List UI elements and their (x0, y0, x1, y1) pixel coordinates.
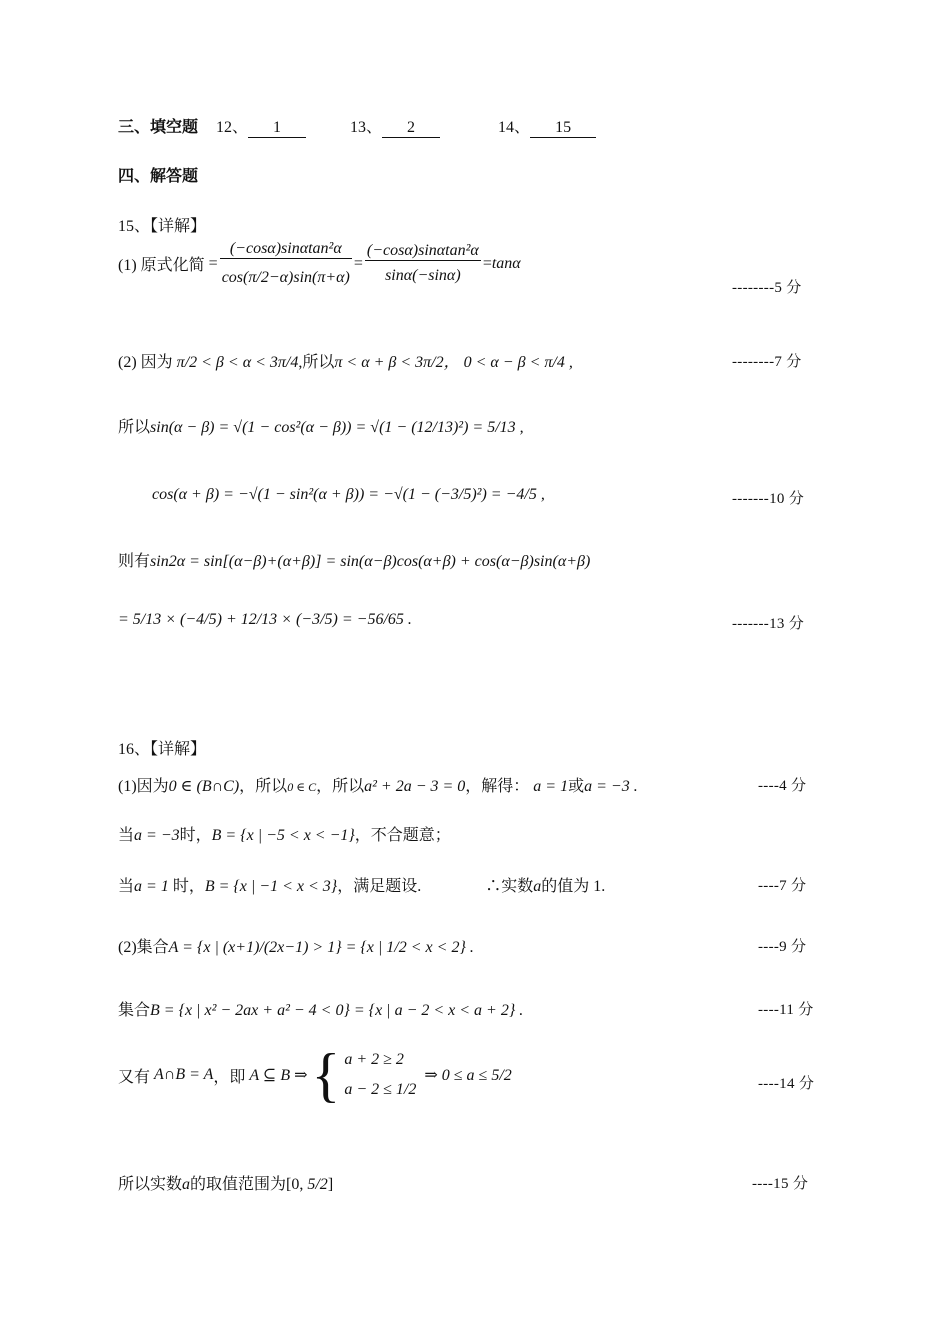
q15-score-2: --------7 分 (732, 354, 802, 370)
q16-l6-text: 又有 (118, 1068, 151, 1086)
q16-l7-d: ] (327, 1176, 334, 1193)
q15-score-1: --------5 分 (732, 280, 802, 296)
q15-final-line (118, 611, 412, 629)
q15-p2-text2: ,所以 (298, 354, 335, 371)
q15-cos-expr: cos(α + β) = −√(1 − sin²(α + β)) = −√(1 − (−3/5)²) = −4/5 , (152, 486, 545, 503)
q15-p1-label: (1) 原式化简 (118, 257, 205, 275)
q12-num: 12、 (216, 119, 249, 136)
q16-l3-f: a (533, 878, 542, 895)
q16-l6-c: A ⊆ B ⇒ (249, 1067, 308, 1084)
q15-p1-num1: (−cosα)sinαtan²α (220, 240, 352, 259)
q16-l5-text: 集合 (118, 1002, 151, 1019)
q15-score-3: -------10 分 (732, 491, 805, 507)
q16-l3-c: B = {x | −1 < x < 3} (204, 878, 338, 895)
q16-l1-text: (1)因为 (118, 778, 169, 795)
q16-line2 (118, 822, 451, 845)
q15-then-label: 则有 (118, 553, 151, 570)
q15-p1-den2: sinα(−sinα) (385, 267, 461, 285)
q15-p1-frac1 (220, 240, 352, 288)
q16-l3-g: 的值为 1. (541, 878, 606, 895)
q16-l7-c: 5/2 (307, 1176, 328, 1193)
q16-line5 (118, 997, 523, 1020)
q16-l1-a: 0 ∈ (B∩C) (168, 778, 240, 795)
q14-num: 14、 (498, 119, 531, 136)
q16-l3-e: ∴实数 (485, 878, 534, 895)
q16-l2-text: 当 (118, 827, 135, 844)
q16-score-5: ----14 分 (758, 1076, 815, 1092)
q16-l5-expr: B = {x | x² − 2ax + a² − 4 < 0} = {x | a − 2 < x < a + 2} . (150, 1002, 524, 1019)
q16-l1-g: a = 1 (533, 778, 569, 795)
q16-l1-b: ，所以 (239, 778, 288, 795)
section-4-title: 四、解答题 (118, 168, 199, 185)
q16-l1-e: a² + 2a − 3 = 0 (364, 778, 466, 795)
q16-score-4: ----11 分 (758, 1002, 814, 1018)
q15-p2-cond2: π < α + β < 3π/2， 0 < α − β < π/4 , (334, 354, 573, 371)
q15-p1-num2: (−cosα)sinαtan²α (365, 242, 481, 261)
q16-line6 (118, 1042, 512, 1108)
section-3-title: 三、填空题 (118, 119, 199, 136)
q12-answer: 1 (248, 119, 306, 138)
q16-l4-expr: A = {x | (x+1)/(2x−1) > 1} = {x | 1/2 < x < 2} . (168, 939, 474, 956)
q16-line4 (118, 934, 474, 957)
q16-line3 (118, 873, 605, 896)
q15-p2-text: (2) 因为 (118, 354, 173, 371)
q15-score-4: -------13 分 (732, 616, 805, 632)
q16-l3-b: 时， (168, 878, 205, 895)
q16-l2-d: ，不合题意； (354, 827, 451, 844)
q15-cos-line (152, 486, 545, 504)
q15-heading: 15、【详解】 (118, 218, 207, 235)
q16-l1-h: 或 (568, 778, 585, 795)
q16-l6-a: A∩B = A (154, 1066, 214, 1083)
q16-l6-res: ⇒ 0 ≤ a ≤ 5/2 (424, 1067, 512, 1084)
q15-sin2a-line (118, 548, 590, 571)
q16-l6-system (344, 1045, 416, 1105)
q16-score-6: ----15 分 (752, 1176, 809, 1192)
q16-l3-d: ，满足题设. (337, 878, 422, 895)
q15-sin-expr: sin(α − β) = √(1 − cos²(α − β)) = √(1 − (12/13)²) = 5/13 , (150, 419, 524, 436)
q16-l6-b: ，即 (213, 1068, 246, 1086)
q16-score-2: ----7 分 (758, 878, 807, 894)
q16-l1-d: ，所以 (316, 778, 365, 795)
q15-p1-den1: cos(π/2−α)sin(π+α) (221, 269, 350, 287)
q15-p1-frac2 (365, 242, 481, 286)
q16-score-1: ----4 分 (758, 778, 807, 794)
q16-heading: 16、【详解】 (118, 741, 207, 758)
q16-l4-text: (2)集合 (118, 939, 169, 956)
q16-line7 (118, 1171, 333, 1194)
q16-l3-a: a = 1 (134, 878, 169, 895)
q16-l6-sys1: a + 2 ≥ 2 (344, 1051, 404, 1068)
q15-sin-line (118, 414, 524, 437)
q16-l1-c: 0 ∈ C (287, 780, 317, 794)
q15-p2-cond1: π/2 < β < α < 3π/4 (176, 354, 299, 371)
q16-score-3: ----9 分 (758, 939, 807, 955)
q16-l7-text: 所以实数 (118, 1176, 183, 1193)
fill-blank-row (118, 114, 596, 138)
q13-answer: 2 (382, 119, 440, 138)
q16-l7-a: a (182, 1176, 191, 1193)
q16-l1-i: a = −3 . (584, 778, 638, 795)
q15-p1-result: tanα (491, 254, 521, 272)
q16-line1 (118, 773, 638, 796)
q15-final-expr: = 5/13 × (−4/5) + 12/13 × (−3/5) = −56/65 . (118, 611, 412, 628)
q16-l6-sys2: a − 2 ≤ 1/2 (344, 1081, 417, 1098)
q16-l7-b: 的取值范围为[0, (190, 1176, 304, 1193)
q16-l2-c: B = {x | −5 < x < −1} (211, 827, 355, 844)
q15-sin-label: 所以 (118, 419, 151, 436)
q15-sin2a-expr: sin2α = sin[(α−β)+(α+β)] = sin(α−β)cos(α+β) + cos(α−β)sin(α+β) (150, 553, 591, 570)
q14-answer: 15 (530, 119, 596, 138)
q16-l2-a: a = −3 (134, 827, 180, 844)
q16-l2-b: 时， (179, 827, 212, 844)
q13-num: 13、 (350, 119, 383, 136)
q16-l6-brace: { (311, 1042, 341, 1108)
q15-part2 (118, 349, 573, 372)
q15-part1: (1) 原式化简 = $\frac{\text{(−cosα)sinαtan²α}}{\cos(\pi/2-\alpha)\sin(\pi+\alpha)}$ = $\frac{\text{(−cosα)sinαtan²α}}{\sin\alpha(-\sin\alpha)}$ = tanα (118, 240, 521, 287)
q16-l1-f: ，解得： (465, 778, 530, 795)
q16-l3-text: 当 (118, 878, 135, 895)
